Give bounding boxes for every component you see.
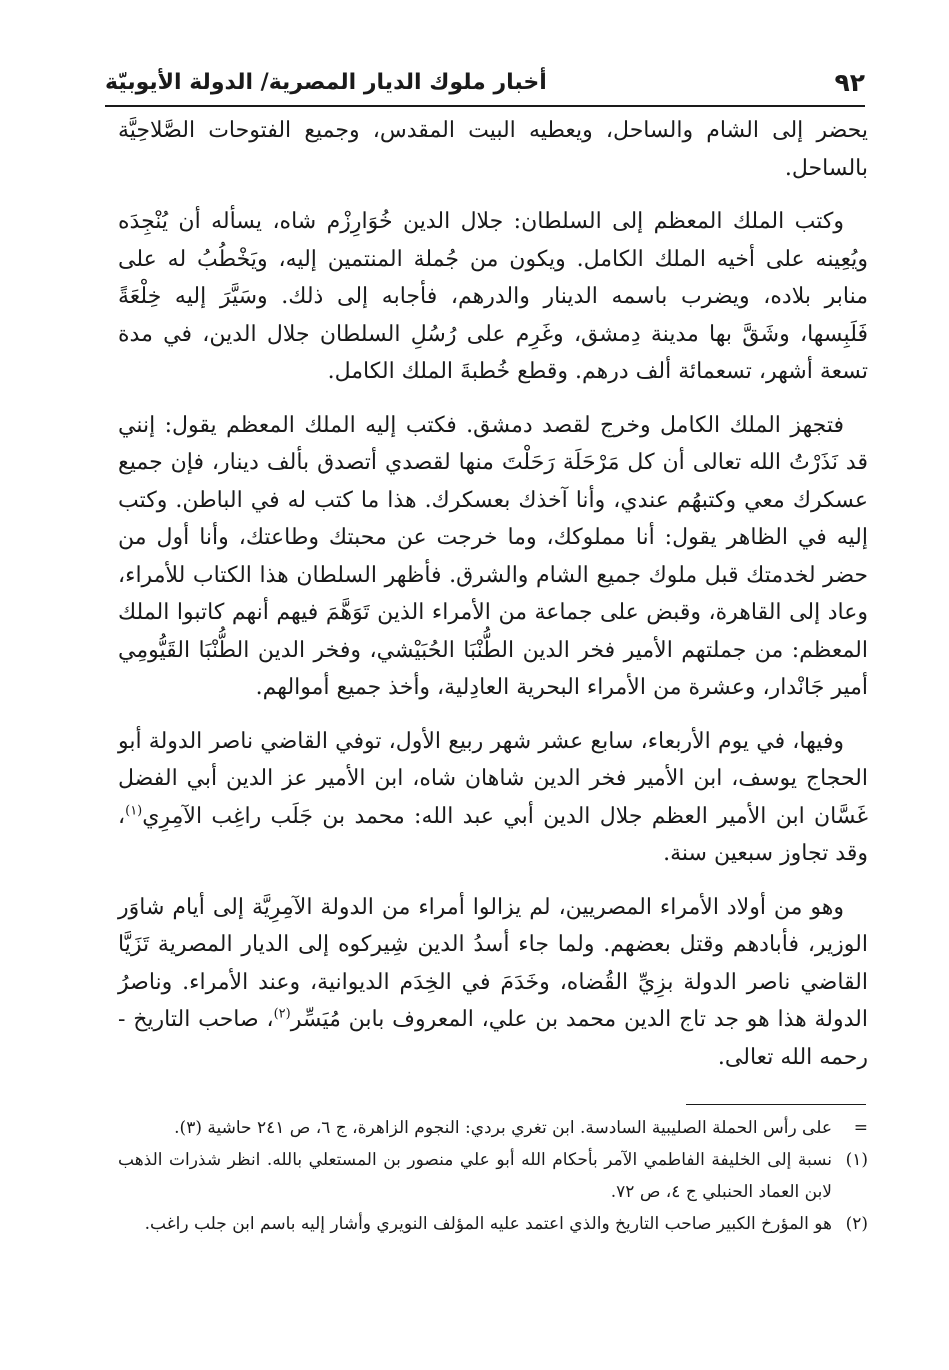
footnote-text: على رأس الحملة الصليبية السادسة. ابن تغري بردي: النجوم الزاهرة، ج ٦، ص ٢٤١ حاشية (٣). bbox=[174, 1118, 832, 1138]
paragraph-text: وهو من أولاد الأمراء المصريين، لم يزالوا أمراء من الدولة الآمِرِيَّة إلى أيام شاوَر الوزير، فأبادهم وقتل بعضهم. ولما جاء أسدُ الدين شِيركوه إلى الديار المصرية تَزَيَّا القاضي ناصر الدولة بزِيِّ القُضاه، وخَدَمَ في الخِدَم الديوانية، وعند الأمراء. وناصرُ الدولة هذا هو جد تاج الدين محمد بن علي، المعروف بابن مُيَسِّر bbox=[118, 894, 868, 1032]
footnote-text: نسبة إلى الخليفة الفاطمي الآمر بأحكام الله أبو علي منصور بن المستعلي بالله. انظر شذرات الذهب لابن العماد الحنبلي ج ٤، ص ٧٢. bbox=[118, 1150, 832, 1202]
paragraph bbox=[118, 889, 868, 1077]
paragraph-text-tail: ، صاحب التاريخ - رحمه الله تعالى. bbox=[118, 1007, 868, 1070]
paragraph-text: وفيها، في يوم الأربعاء، سابع عشر شهر ربيع الأول، توفي القاضي ناصر الدولة أبو الحجاج يوسف، ابن الأمير فخر الدين شاهان شاه، ابن الأمير عز الدين أبي الفضل غَسَّان ابن الأمير العظم جلال الدين أبي عبد الله: محمد بن جَلَب راغِب الآمِرِي bbox=[118, 728, 868, 829]
paragraph-text: فتجهز الملك الكامل وخرج لقصد دمشق. فكتب إليه الملك المعظم يقول: إنني قد نَذَرْتُ الله تعالى أن كل مَرْحَلَة رَحَلْتَ منها لقصدي أتصدق بألف دينار، فإن جميع عسكرك معي وكتبهُم عندي، وأنا آخذك بعسكرك. هذا ما كتب له في الباطن. وكتب إليه في الظاهر يقول: أنا مملوكك، وما خرجت عن محبتك وطاعتك، وأنا أول من حضر لخدمتك قبل ملوك جميع الشام والشرق. فأظهر السلطان هذا الكتاب للأمراء، وعاد إلى القاهرة، وقبض على جماعة من الأمراء الذين تَوَهَّمَ فيهم أنهم كاتبوا الملك المعظم: من جملتهم الأمير فخر الدين الطُّنْبَا الحُبَيْشي، وفخر الدين الطُّنْبَا القَيُّومِي أمير جَانْدار، وعشرة من الأمراء البحرية العادِلية، وأخذ جميع أموالهم. bbox=[118, 412, 868, 700]
page-header bbox=[105, 62, 865, 102]
footnote-text: هو المؤرخ الكبير صاحب التاريخ والذي اعتمد عليه المؤلف النويري وأشار إليه باسم ابن جلب راغب. bbox=[144, 1214, 832, 1234]
footnote bbox=[118, 1112, 868, 1144]
footnote-mark: (١) bbox=[845, 1150, 868, 1170]
footnotes bbox=[118, 1112, 868, 1240]
footnote-rule bbox=[686, 1104, 866, 1105]
running-title: أخبار ملوك الديار المصرية/ الدولة الأيوبيّة bbox=[105, 69, 547, 95]
paragraph bbox=[118, 407, 868, 707]
paragraph-text-tail: ، وقد تجاوز سبعين سنة. bbox=[118, 803, 868, 866]
footnote bbox=[118, 1208, 868, 1240]
paragraph-text: وكتب الملك المعظم إلى السلطان: جلال الدين خُوَارِزْم شاه، يسأله أن يُنْجِدَه ويُعِينه على أخيه الملك الكامل. ويكون من جُملة المنتمين إليه، ويَخْطُبُ له على منابر بلاده، ويضرب باسمه الدينار والدرهم، فأجابه إلى ذلك. وسَيَّرَ إليه خِلْعَةً فَلَبِسها، وشَقَّ بها مدينة دِمشق، وغَرِم على رُسُلِ السلطان جلال الدين، في مدة تسعة أشهر، تسعمائة ألف درهم. وقطع خُطبةَ الملك الكامل. bbox=[118, 209, 869, 384]
header-rule bbox=[105, 105, 865, 107]
footnote bbox=[118, 1144, 868, 1208]
paragraph-text: يحضر إلى الشام والساحل، ويعطيه البيت المقدس، وجميع الفتوحات الصَّلاحِيَّة بالساحل. bbox=[118, 118, 868, 181]
footnote-reference[interactable]: (١) bbox=[125, 803, 143, 819]
footnote-mark: = bbox=[853, 1118, 868, 1138]
body-text bbox=[118, 112, 868, 1092]
footnote-reference[interactable]: (٢) bbox=[273, 1006, 291, 1022]
paragraph bbox=[118, 112, 868, 187]
paragraph bbox=[118, 723, 868, 873]
paragraph bbox=[118, 203, 868, 391]
footnote-mark: (٢) bbox=[845, 1214, 868, 1234]
page-number: ٩٢ bbox=[834, 67, 865, 97]
